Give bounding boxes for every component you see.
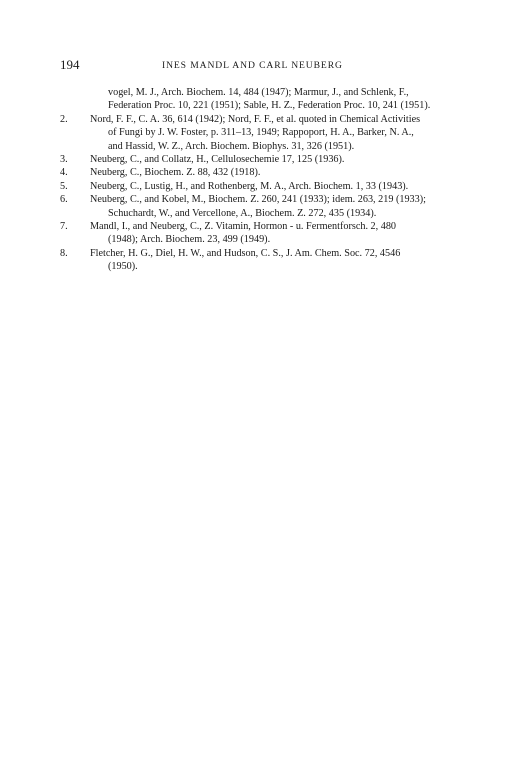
- reference-item: [60, 220, 478, 247]
- reference-item: [60, 193, 478, 220]
- reference-line: Schuchardt, W., and Vercellone, A., Biochem. Z. 272, 435 (1934).: [108, 207, 377, 219]
- reference-line: Neuberg, C., and Kobel, M., Biochem. Z. 260, 241 (1933); idem. 263, 219 (1933);: [90, 194, 426, 206]
- running-head: INES MANDL AND CARL NEUBERG: [162, 60, 343, 71]
- reference-number: 4.: [60, 167, 68, 179]
- reference-line: Neuberg, C., and Collatz, H., Cellulosechemie 17, 125 (1936).: [90, 154, 345, 166]
- reference-line: Federation Proc. 10, 221 (1951); Sable, H. Z., Federation Proc. 10, 241 (1951).: [108, 100, 431, 112]
- reference-item: [60, 113, 478, 153]
- reference-line: (1948); Arch. Biochem. 23, 499 (1949).: [108, 234, 271, 246]
- reference-number: 6.: [60, 194, 68, 206]
- reference-item: [60, 153, 478, 166]
- reference-line: vogel, M. J., Arch. Biochem. 14, 484 (1947); Marmur, J., and Schlenk, F.,: [108, 87, 409, 98]
- reference-item: [60, 166, 478, 179]
- reference-line: Mandl, I., and Neuberg, C., Z. Vitamin, Hormon - u. Fermentforsch. 2, 480: [90, 221, 397, 233]
- reference-line: and Hassid, W. Z., Arch. Biochem. Biophys. 31, 326 (1951).: [108, 140, 355, 152]
- reference-line: (1950).: [108, 261, 138, 273]
- reference-number: 3.: [60, 154, 68, 166]
- reference-item: [60, 180, 478, 193]
- reference-line: Neuberg, C., Biochem. Z. 88, 432 (1918).: [90, 167, 261, 179]
- reference-item: [60, 86, 478, 113]
- reference-item: [60, 247, 478, 274]
- reference-number: 7.: [60, 221, 68, 233]
- reference-line: Fletcher, H. G., Diel, H. W., and Hudson, C. S., J. Am. Chem. Soc. 72, 4546: [90, 247, 401, 259]
- page-number: 194: [60, 57, 80, 72]
- reference-line: Nord, F. F., C. A. 36, 614 (1942); Nord, F. F., et al. quoted in Chemical Activities: [90, 113, 421, 125]
- page-header: [60, 58, 472, 72]
- reference-line: of Fungi by J. W. Foster, p. 311–13, 1949; Rappoport, H. A., Barker, N. A.,: [108, 127, 414, 139]
- reference-number: 8.: [60, 247, 68, 259]
- reference-number: 5.: [60, 180, 68, 192]
- reference-list: [60, 86, 478, 274]
- reference-number: 2.: [60, 113, 68, 125]
- reference-line: Neuberg, C., Lustig, H., and Rothenberg, M. A., Arch. Biochem. 1, 33 (1943).: [90, 180, 409, 192]
